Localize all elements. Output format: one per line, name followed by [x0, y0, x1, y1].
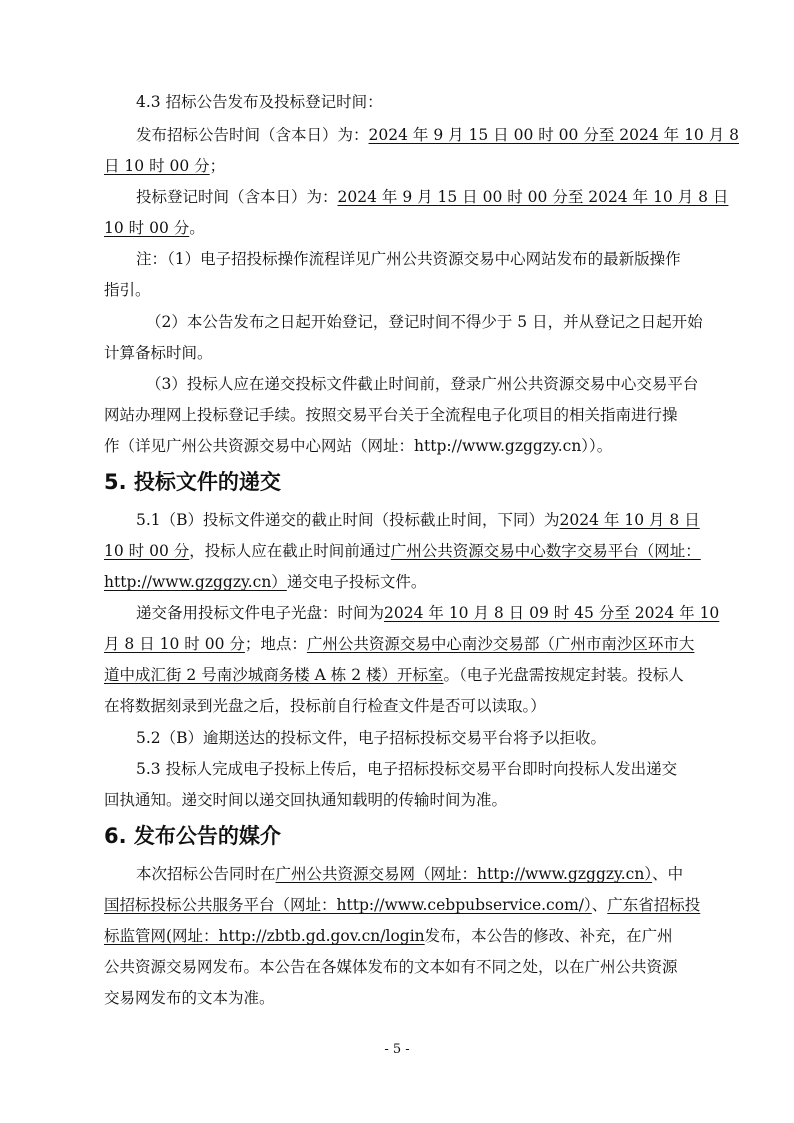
- register-time-line-2: [104, 218, 205, 238]
- note-1-line-1: 注：（1）电子招投标操作流程详见广州公共资源交易中心网站发布的最新版操作: [136, 250, 681, 268]
- s6-line-2: [104, 895, 700, 915]
- punctuation: ；: [209, 157, 226, 175]
- disc-note: 。（电子光盘需按规定封装。投标人: [443, 666, 684, 684]
- note-3-line-2: 网站办理网上投标登记手续。按照交易平台关于全流程电子化项目的相关指南进行操: [104, 406, 678, 424]
- s5-2-paragraph: 5.2（B）逾期送达的投标文件，电子招标投标交易平台将予以拒收。: [136, 729, 607, 747]
- publish-time-value-2: 日 10 时 00 分: [104, 157, 210, 175]
- note-3-line-1: （3）投标人应在递交投标文件截止时间前，登录广州公共资源交易中心交易平台: [146, 375, 699, 393]
- s5-3-line-1: 5.3 投标人完成电子投标上传后，电子招标投标交易平台即时向投标人发出递交: [136, 760, 678, 778]
- section-5-heading: 5. 投标文件的递交: [104, 470, 281, 494]
- register-time-value-2: 10 时 00 分: [104, 219, 190, 237]
- s6-line-3: [104, 926, 673, 946]
- register-time-value-1: 2024 年 9 月 15 日 00 时 00 分至 2024 年 10 月 8 日: [337, 188, 729, 206]
- section-6-heading: 6. 发布公告的媒介: [104, 824, 281, 848]
- s6-line-4: 公共资源交易网发布。本公告在各媒体发布的文本如有不同之处，以在广州公共资源: [104, 958, 678, 976]
- s6-intro: 本次招标公告同时在: [136, 865, 276, 883]
- s5-p1-line-2: [104, 541, 701, 561]
- media-cebpubservice-link[interactable]: 国招标投标公共服务平台（网址：http://www.cebpubservice.com/）: [104, 896, 592, 914]
- media-zbtb-link[interactable]: 标监管网(网址：http://zbtb.gd.gov.cn/login: [104, 927, 425, 945]
- note-1-line-2: 指引。: [104, 281, 151, 299]
- platform-name: 广州公共资源交易中心数字交易平台（网址：: [390, 542, 701, 560]
- s6-line-1: [136, 864, 683, 884]
- publish-time-value-1: 2024 年 9 月 15 日 00 时 00 分至 2024 年 10 月 8: [368, 126, 740, 144]
- s6-sep: 、中: [652, 865, 684, 883]
- s6-line-5: 交易网发布的文本为准。: [104, 989, 275, 1007]
- s5-p1-line-3: [104, 572, 426, 592]
- s5-p1-line-1: [136, 510, 700, 530]
- note-3-line-3: 作（详见广州公共资源交易中心网站（网址：http://www.gzggzy.cn））。: [104, 437, 613, 455]
- publish-time-line-2: [104, 156, 225, 176]
- disc-location-label: ；地点：: [244, 635, 307, 653]
- s5-p2-line-4: 在将数据刻录到光盘之后，投标前自行检查文件是否可以读取。）: [104, 697, 546, 715]
- s6-text: 发布，本公告的修改、补充，在广州: [424, 927, 673, 945]
- publish-time-label: 发布招标公告时间（含本日）为：: [136, 126, 369, 144]
- publish-time-line-1: [136, 125, 739, 145]
- s5-p1-end: 递交电子投标文件。: [286, 573, 427, 591]
- disc-location-2: 道中成汇街 2 号南沙城商务楼 A 栋 2 楼）开标室: [104, 666, 444, 684]
- note-2-line-2: 计算备标时间。: [104, 344, 213, 362]
- register-time-label: 投标登记时间（含本日）为：: [136, 188, 338, 206]
- platform-url-link[interactable]: http://www.gzggzy.cn）: [104, 573, 287, 591]
- deadline-time: 10 时 00 分: [104, 542, 190, 560]
- s5-3-line-2: 回执通知。递交时间以递交回执通知载明的传输时间为准。: [104, 791, 508, 809]
- media-gzggzy-link[interactable]: 广州公共资源交易网（网址：http://www.gzggzy.cn）: [275, 865, 653, 883]
- note-2-line-1: （2）本公告发布之日起开始登记，登记时间不得少于 5 日，并从登记之日起开始: [146, 313, 703, 331]
- deadline-label: 5.1（B）投标文件递交的截止时间（投标截止时间，下同）为: [136, 511, 560, 529]
- register-time-line-1: [136, 187, 728, 207]
- disc-time-label: 递交备用投标文件电子光盘：时间为: [136, 604, 385, 622]
- s5-p2-line-2: [104, 634, 694, 654]
- punctuation: 。: [189, 219, 205, 237]
- section-4-3-title: 4.3 招标公告发布及投标登记时间：: [136, 93, 383, 111]
- disc-location-1: 广州公共资源交易中心南沙交易部（广州市南沙区环市大: [306, 635, 695, 653]
- page-number: - 5 -: [384, 1042, 410, 1057]
- s5-p1-text: ，投标人应在截止时间前通过: [189, 542, 391, 560]
- s5-p2-line-1: [136, 603, 719, 623]
- deadline-date: 2024 年 10 月 8 日: [559, 511, 700, 529]
- media-zbtb-label: 广东省招标投: [607, 896, 701, 914]
- s6-sep-2: 、: [591, 896, 608, 914]
- disc-time-value-1: 2024 年 10 月 8 日 09 时 45 分至 2024 年 10: [384, 604, 720, 622]
- disc-time-value-2: 月 8 日 10 时 00 分: [104, 635, 245, 653]
- s5-p2-line-3: [104, 665, 684, 685]
